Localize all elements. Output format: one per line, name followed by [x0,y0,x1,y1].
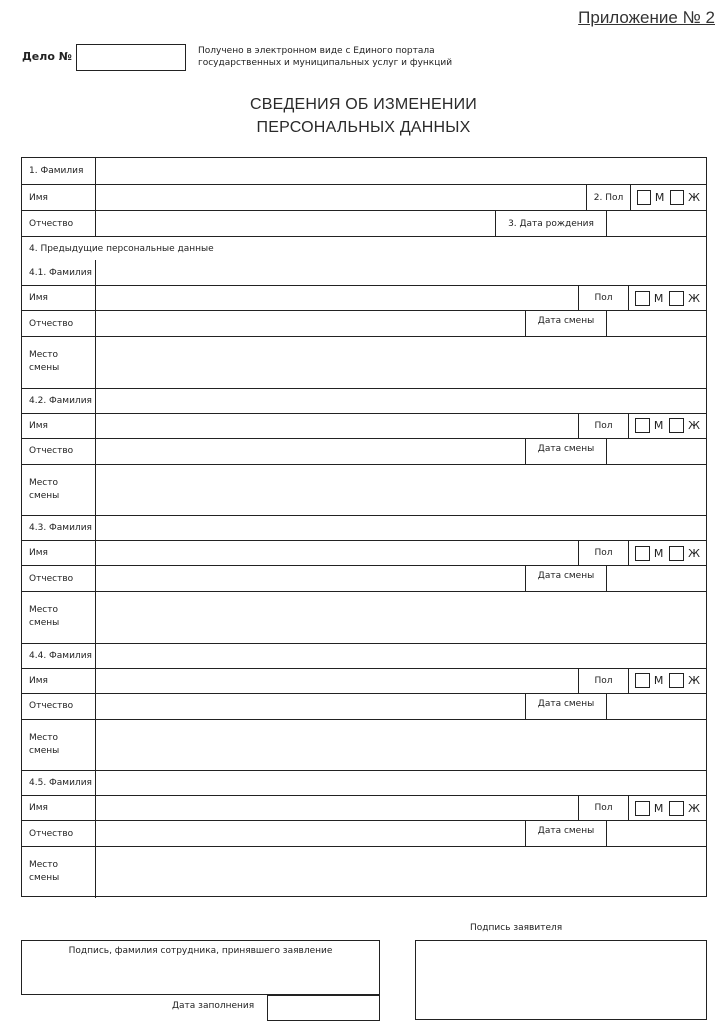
prev-place-label-line2: смены [29,745,60,756]
prev-place-label-line1: Место [29,350,58,361]
prev-place-label [22,337,96,388]
prev-patronymic-label: Отчество [22,311,96,336]
prev-name-field[interactable] [96,286,578,310]
prev-change-date-field[interactable] [606,821,706,846]
prev-sex-options [628,414,706,438]
name-row [22,184,706,210]
patronymic-row [22,210,706,236]
prev-place-row [22,336,706,388]
prev-name-row [22,285,706,310]
prev-place-label-line2: смены [29,618,60,629]
prev-male-option-label: М [653,291,664,305]
prev-surname-label: 4.4. Фамилия [22,644,96,668]
prev-place-field[interactable] [96,847,706,898]
prev-name-field[interactable] [96,796,578,820]
birthdate-field[interactable] [606,211,706,236]
prev-male-option-label: М [653,801,664,815]
applicant-signature-label: Подпись заявителя [470,923,563,933]
prev-place-label-line2: смены [29,363,60,374]
prev-sex-options [628,541,706,565]
prev-patronymic-label: Отчество [22,821,96,846]
received-note: Получено в электронном виде с Единого портала государственных и муниципальных услуг и функций [198,46,453,68]
prev-surname-label: 4.2. Фамилия [22,389,96,413]
prev-place-label-line1: Место [29,860,58,871]
male-option-label: М [654,191,665,204]
fill-date-label: Дата заполнения [172,1001,255,1011]
prev-name-row [22,413,706,438]
prev-patronymic-field[interactable] [96,439,525,464]
prev-male-checkbox[interactable] [635,291,650,306]
applicant-signature-box[interactable] [415,940,707,1020]
surname-label: 1. Фамилия [22,158,96,184]
prev-change-date-label: Дата смены [525,439,606,464]
prev-sex-label: Пол [578,541,628,565]
prev-place-label [22,720,96,771]
prev-surname-field[interactable] [96,389,706,413]
prev-patronymic-field[interactable] [96,566,525,591]
prev-surname-field[interactable] [96,771,706,795]
prev-place-field[interactable] [96,720,706,771]
prev-place-label [22,592,96,643]
prev-patronymic-row [22,565,706,591]
prev-place-label [22,847,96,898]
prev-change-date-field[interactable] [606,311,706,336]
prev-patronymic-field[interactable] [96,311,525,336]
prev-name-row [22,795,706,820]
birthdate-label: 3. Дата рождения [495,211,606,236]
prev-surname-label: 4.1. Фамилия [22,260,96,285]
prev-sex-options [628,669,706,693]
case-number-field[interactable] [76,44,186,71]
fill-date-field[interactable] [267,995,380,1021]
prev-sex-options [628,286,706,310]
prev-place-label-line2: смены [29,873,60,884]
prev-place-row [22,591,706,643]
prev-change-date-field[interactable] [606,694,706,719]
prev-male-checkbox[interactable] [635,801,650,816]
prev-male-option-label: М [653,419,664,432]
prev-sex-label: Пол [578,414,628,438]
prev-change-date-label: Дата смены [525,566,606,591]
previous-data-label: 4. Предыдущие персональные данные [29,243,214,254]
prev-patronymic-label: Отчество [22,439,96,464]
prev-surname-field[interactable] [96,644,706,668]
prev-place-field[interactable] [96,592,706,643]
sex-label: 2. Пол [586,185,630,210]
prev-male-checkbox[interactable] [635,673,650,688]
prev-name-row [22,540,706,565]
name-label: Имя [22,185,96,210]
prev-patronymic-field[interactable] [96,821,525,846]
prev-surname-row [22,260,706,285]
prev-female-option-label: Ж [688,291,700,305]
prev-female-checkbox[interactable] [669,418,684,433]
prev-place-label-line1: Место [29,605,58,616]
prev-patronymic-row [22,438,706,464]
prev-sex-label: Пол [578,669,628,693]
prev-name-label: Имя [22,669,96,693]
form-title-line1: СВЕДЕНИЯ ОБ ИЗМЕНЕНИИ [250,96,477,113]
previous-data-row [22,236,706,260]
prev-place-label-line2: смены [29,490,60,501]
prev-surname-label: 4.5. Фамилия [22,771,96,795]
prev-sex-label: Пол [578,796,628,820]
female-checkbox[interactable] [670,190,684,205]
surname-row [22,158,706,184]
prev-female-option-label: Ж [688,801,700,815]
prev-female-checkbox[interactable] [669,546,684,561]
prev-patronymic-label: Отчество [22,694,96,719]
prev-place-row [22,464,706,516]
prev-place-field[interactable] [96,465,706,516]
prev-patronymic-row [22,693,706,719]
prev-name-label: Имя [22,796,96,820]
prev-surname-row [22,643,706,668]
prev-change-date-label: Дата смены [525,694,606,719]
appendix-number: Приложение № 2 [578,8,715,27]
prev-surname-row [22,770,706,795]
prev-place-label-line1: Место [29,732,58,743]
prev-female-checkbox[interactable] [669,801,684,816]
name-field[interactable] [96,185,586,210]
prev-name-field[interactable] [96,669,578,693]
prev-surname-label: 4.3. Фамилия [22,516,96,540]
prev-name-label: Имя [22,286,96,310]
prev-place-row [22,719,706,771]
prev-change-date-label: Дата смены [525,821,606,846]
male-checkbox[interactable] [637,190,651,205]
prev-male-option-label: М [653,546,664,560]
prev-patronymic-field[interactable] [96,694,525,719]
sex-options [630,185,706,210]
prev-surname-field[interactable] [96,516,706,540]
prev-change-date-field[interactable] [606,566,706,591]
form-title-line2: ПЕРСОНАЛЬНЫХ ДАННЫХ [256,119,471,136]
female-option-label: Ж [688,191,700,204]
surname-field[interactable] [96,158,706,184]
prev-name-label: Имя [22,541,96,565]
personal-data-form [21,157,707,897]
prev-sex-options [628,796,706,820]
prev-place-row [22,846,706,898]
patronymic-field[interactable] [96,211,495,236]
prev-male-checkbox[interactable] [635,546,650,561]
prev-place-label-line1: Место [29,477,58,488]
prev-name-row [22,668,706,693]
prev-change-date-field[interactable] [606,439,706,464]
prev-surname-row [22,515,706,540]
case-number-label: Дело № [22,50,72,63]
prev-female-checkbox[interactable] [669,291,684,306]
employee-signature-label: Подпись, фамилия сотрудника, принявшего заявление [68,946,333,956]
prev-female-option-label: Ж [688,419,700,432]
prev-patronymic-label: Отчество [22,566,96,591]
prev-female-option-label: Ж [688,546,700,560]
prev-female-checkbox[interactable] [669,673,684,688]
prev-name-label: Имя [22,414,96,438]
prev-change-date-label: Дата смены [525,311,606,336]
prev-male-checkbox[interactable] [635,418,650,433]
prev-male-option-label: М [653,674,664,687]
prev-name-field[interactable] [96,541,578,565]
prev-female-option-label: Ж [688,674,700,687]
prev-surname-field[interactable] [96,260,706,285]
prev-sex-label: Пол [578,286,628,310]
prev-place-field[interactable] [96,337,706,388]
prev-place-label [22,465,96,516]
patronymic-label: Отчество [22,211,96,236]
prev-patronymic-row [22,820,706,846]
prev-surname-row [22,388,706,413]
prev-name-field[interactable] [96,414,578,438]
prev-patronymic-row [22,310,706,336]
